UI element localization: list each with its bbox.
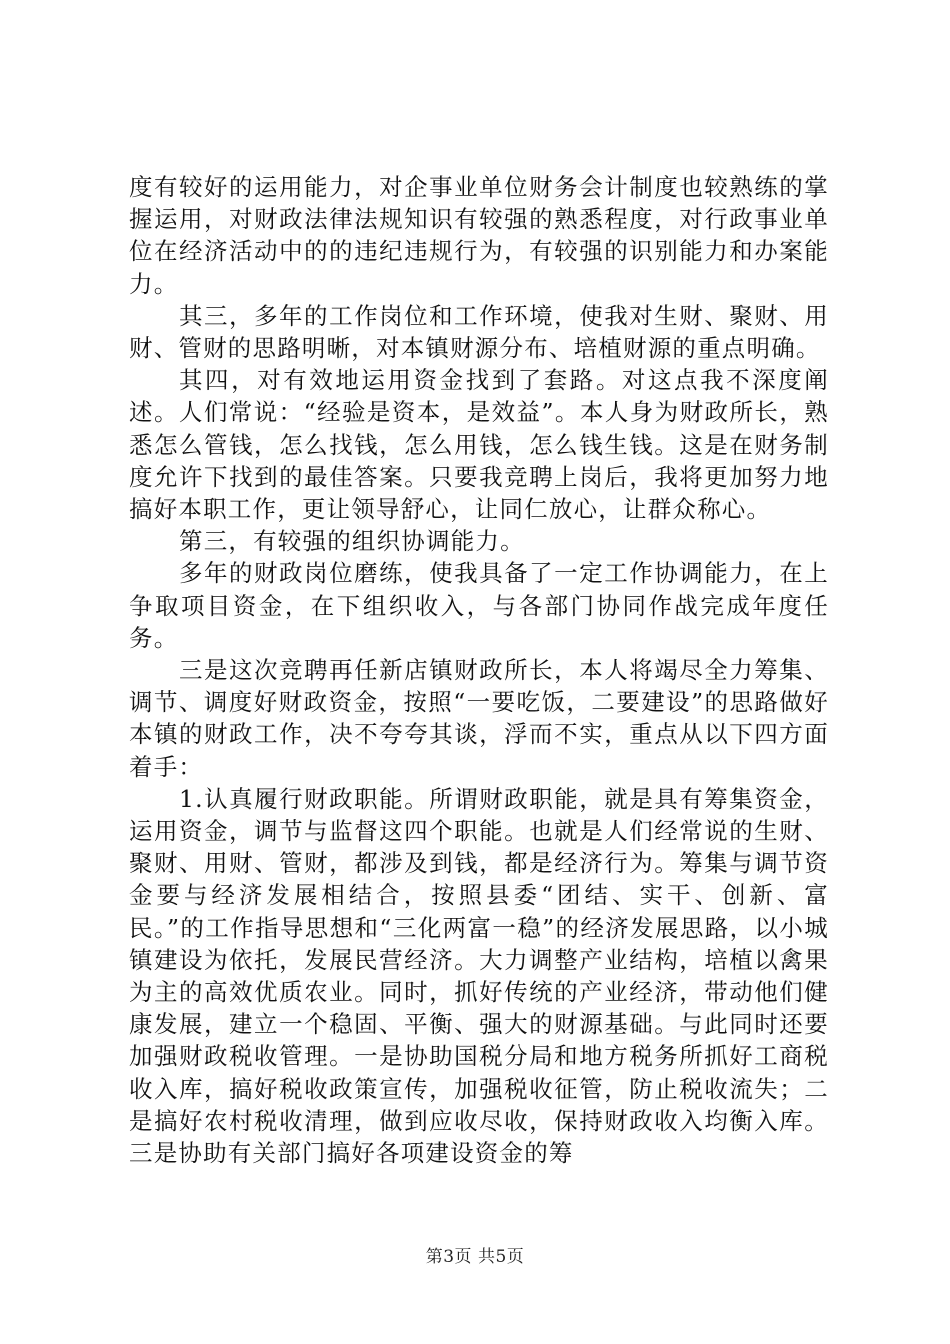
- document-body: [129, 171, 829, 1169]
- paragraph-plan-intro: 三是这次竞聘再任新店镇财政所长，本人将竭尽全力筹集、调节、调度好财政资金，按照“一要吃饭，二要建设”的思路做好本镇的财政工作，决不夸夸其谈，浮而不实，重点从以下四方面着手：: [129, 656, 829, 781]
- paragraph-point-three: 其三，多年的工作岗位和工作环境，使我对生财、聚财、用财、管财的思路明晰，对本镇财源分布、培植财源的重点明确。: [129, 301, 829, 363]
- paragraph-section-heading: 第三，有较强的组织协调能力。: [179, 527, 525, 556]
- paragraph-continuation: 度有较好的运用能力，对企事业单位财务会计制度也较熟练的掌握运用，对财政法律法规知识有较强的熟悉程度，对行政事业单位在经济活动中的的违纪违规行为，有较强的识别能力和办案能力。: [129, 173, 829, 298]
- paragraph-item-one: 1.认真履行财政职能。所谓财政职能，就是具有筹集资金，运用资金，调节与监督这四个职能。也就是人们经常说的生财、聚财、用财、管财，都涉及到钱，都是经济行为。筹集与调节资金要与经济发展相结合，按照县委“团结、实干、创新、富民。”的工作指导思想和“三化两富一稳”的经济发展思路，以小城镇建设为依托，发展民营经济。大力调整产业结构，培植以禽果为主的高效优质农业。同时，抓好传统的产业经济，带动他们健康发展，建立一个稳固、平衡、强大的财源基础。与此同时还要加强财政税收管理。一是协助国税分局和地方税务所抓好工商税收入库，搞好税收政策宣传，加强税收征管，防止税收流失；二是搞好农村税收清理，做到应收尽收，保持财政收入均衡入库。三是协助有关部门搞好各项建设资金的筹: [129, 784, 829, 1168]
- paragraph-coordination: 多年的财政岗位磨练，使我具备了一定工作协调能力，在上争取项目资金，在下组织收入，与各部门协同作战完成年度任务。: [129, 559, 829, 652]
- page-number-footer: 第3页 共5页: [425, 1247, 525, 1267]
- paragraph-point-four: 其四，对有效地运用资金找到了套路。对这点我不深度阐述。人们常说：“经验是资本，是效益”。本人身为财政所长，熟悉怎么管钱，怎么找钱，怎么用钱，怎么钱生钱。这是在财务制度允许下找到的最佳答案。只要我竞聘上岗后，我将更加努力地搞好本职工作，更让领导舒心，让同仁放心，让群众称心。: [129, 366, 829, 524]
